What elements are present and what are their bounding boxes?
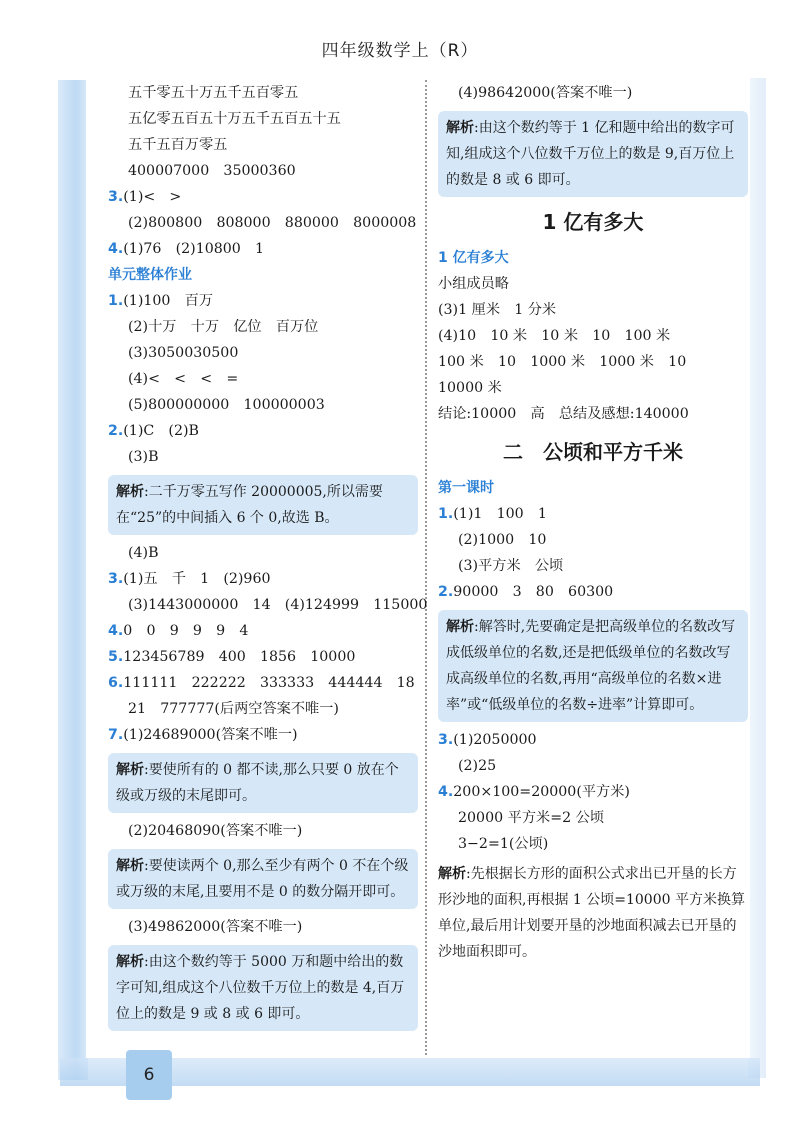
- answer-text: 111111 222222 333333 444444 18: [123, 675, 415, 691]
- question-number: 4.: [108, 623, 124, 639]
- question-number: 1.: [108, 293, 124, 309]
- answer-line: 21 777777(后两空答案不唯一): [128, 701, 339, 717]
- explanation-box: [108, 475, 418, 535]
- page-number: 6: [126, 1050, 172, 1100]
- answer-text: (1)1 100 1: [453, 506, 547, 522]
- question-2: [438, 579, 748, 605]
- question-3: [108, 566, 418, 592]
- answer-line: (4)98642000(答案不唯一): [458, 85, 633, 101]
- right-decorative-band: [748, 78, 766, 1078]
- question-5: [108, 644, 418, 670]
- answer-line: (2)800800 808000 880000 8000008: [128, 215, 417, 231]
- answer-line: (3)1 厘米 1 分米: [438, 302, 557, 318]
- explanation-text: :由这个数约等于 5000 万和题中给出的数字可知,组成这个八位数千万位上的数是 4,百万位上的数是 9 或 8 或 6 即可。: [116, 954, 405, 1022]
- answer-line: (2)1000 10: [458, 532, 547, 548]
- answer-line: 100 米 10 1000 米 1000 米 10: [438, 354, 687, 370]
- question-4: [438, 779, 748, 805]
- answer-line: 10000 米: [438, 380, 502, 396]
- explanation-text: :要使所有的 0 都不读,那么只要 0 放在个级或万级的末尾即可。: [116, 762, 399, 804]
- question-number: 3.: [108, 571, 124, 587]
- answer-line: (4)< < < =: [128, 371, 239, 387]
- answer-text: (1)< >: [123, 189, 182, 205]
- explanation-label: 解析: [446, 120, 474, 136]
- explanation-box: [438, 111, 748, 197]
- answer-line: 3−2=1(公顷): [458, 836, 549, 852]
- section-heading: 1 亿有多大: [438, 250, 509, 266]
- answer-text: (1)76 (2)10800 1: [123, 241, 265, 257]
- answer-line: (2)十万 十万 亿位 百万位: [128, 319, 319, 335]
- answer-line: 五千零五十万五千五百零五: [128, 85, 299, 101]
- explanation-label: 解析: [116, 762, 144, 778]
- question-number: 4.: [108, 241, 124, 257]
- explanation-box: [438, 610, 748, 722]
- explanation-text: :二千万零五写作 20000005,所以需要在“25”的中间插入 6 个 0,故选 B。: [116, 484, 383, 526]
- answer-text: (1)2050000: [453, 732, 537, 748]
- answer-line: (3)49862000(答案不唯一): [128, 919, 303, 935]
- answer-line: (3)B: [128, 449, 159, 465]
- answer-line: (5)800000000 100000003: [128, 397, 325, 413]
- answer-line: 小组成员略: [438, 276, 509, 292]
- explanation-box: [108, 945, 418, 1031]
- question-4: [108, 618, 418, 644]
- answer-text: (1)100 百万: [123, 293, 214, 309]
- explanation-text: :由这个数约等于 1 亿和题中给出的数字可知,组成这个八位数千万位上的数是 9,百万位上的数是 8 或 6 即可。: [446, 120, 735, 188]
- answer-text: 90000 3 80 60300: [453, 584, 614, 600]
- left-column: [108, 80, 428, 1036]
- left-decorative-band: [58, 80, 88, 1080]
- answer-line: (3)1443000000 14 (4)124999 115000: [128, 597, 428, 613]
- section-heading: 第一课时: [438, 480, 494, 496]
- answer-line: (2)20468090(答案不唯一): [128, 823, 303, 839]
- explanation-label: 解析: [116, 954, 144, 970]
- answer-line: 20000 平方米=2 公顷: [458, 810, 605, 826]
- question-7: [108, 722, 418, 748]
- section-heading: 单元整体作业: [108, 267, 192, 283]
- answer-text: (1)24689000(答案不唯一): [123, 727, 298, 743]
- unit-title: 二 公顷和平方千米: [503, 440, 683, 464]
- question-number: 6.: [108, 675, 124, 691]
- answer-text: (1)C (2)B: [123, 423, 199, 439]
- answer-line: 400007000 35000360: [128, 163, 296, 179]
- explanation-paragraph: [438, 861, 748, 965]
- explanation-text: :先根据长方形的面积公式求出已开垦的长方形沙地的面积,再根据 1 公顷=10000 平方米换算单位,最后用计划要开垦的沙地面积减去已开垦的沙地面积即可。: [438, 866, 745, 960]
- answer-line: 五亿零五百五十万五千五百五十五: [128, 111, 341, 127]
- right-column: [438, 80, 748, 969]
- explanation-label: 解析: [446, 619, 474, 635]
- page-header: 四年级数学上（R）: [321, 41, 479, 61]
- answer-text: 200×100=20000(平方米): [453, 784, 630, 800]
- question-number: 7.: [108, 727, 124, 743]
- question-1: [438, 501, 748, 527]
- column-divider: [425, 80, 427, 1055]
- question-3: [438, 727, 748, 753]
- answer-line: (3)平方米 公顷: [458, 558, 564, 574]
- answer-line: 五千五百万零五: [128, 137, 228, 153]
- question-number: 3.: [438, 732, 454, 748]
- answer-line: (4)10 10 米 10 米 10 100 米: [438, 328, 671, 344]
- question-number: 2.: [438, 584, 454, 600]
- explanation-label: 解析: [116, 858, 144, 874]
- answer-line: (3)3050030500: [128, 345, 239, 361]
- lesson-title: 1 亿有多大: [542, 210, 644, 234]
- question-number: 5.: [108, 649, 124, 665]
- explanation-text: :要使读两个 0,那么至少有两个 0 不在个级或万级的末尾,且要用不是 0 的数分隔开即可。: [116, 858, 409, 900]
- question-number: 1.: [438, 506, 454, 522]
- explanation-box: [108, 849, 418, 909]
- question-6: [108, 670, 418, 696]
- answer-line: (2)25: [458, 758, 497, 774]
- question-1: [108, 288, 418, 314]
- explanation-box: [108, 753, 418, 813]
- answer-line: (4)B: [128, 545, 159, 561]
- question-4: [108, 236, 418, 262]
- question-number: 3.: [108, 189, 124, 205]
- answer-text: 123456789 400 1856 10000: [123, 649, 356, 665]
- answer-text: (1)五 千 1 (2)960: [123, 571, 271, 587]
- question-number: 4.: [438, 784, 454, 800]
- question-number: 2.: [108, 423, 124, 439]
- question-2: [108, 418, 418, 444]
- explanation-label: 解析: [116, 484, 144, 500]
- answer-text: 0 0 9 9 9 4: [123, 623, 249, 639]
- answer-line: 结论:10000 高 总结及感想:140000: [438, 406, 689, 422]
- question-3: [108, 184, 418, 210]
- explanation-text: :解答时,先要确定是把高级单位的名数改写成低级单位的名数,还是把低级单位的名数改写成高级单位的名数,再用“高级单位的名数×进率”或“低级单位的名数÷进率”计算即可。: [446, 619, 736, 713]
- explanation-label: 解析: [438, 866, 466, 882]
